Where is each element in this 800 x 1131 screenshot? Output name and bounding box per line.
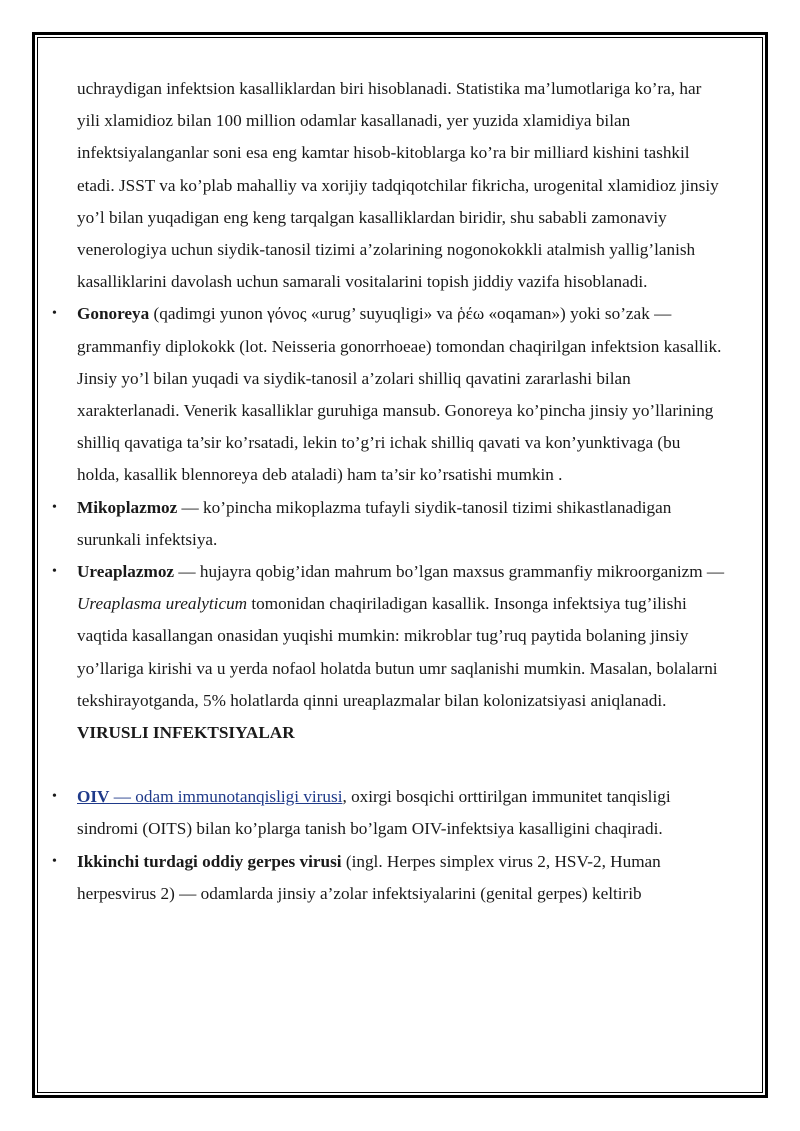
- oiv-link[interactable]: [77, 787, 342, 806]
- term-oiv: OIV: [77, 787, 110, 807]
- bullet-icon: •: [52, 789, 57, 805]
- item-text: tomonidan chaqiriladigan kasallik. Insonga infektsiya tug’ilishi vaqtida kasallangan onasidan yuqishi mumkin: mikroblar tug’ruq paytida bolaning jinsiy yo’llariga kirishi va u yerda nofaol holatda butun umr saqlanishi mumkin. Masalan, bolalarni tekshirayotganda, 5% holatlarda qinni ureaplazmalar bilan kolonizatsiyasi aniqlanadi.: [77, 594, 718, 710]
- intro-paragraph: uchraydigan infektsion kasalliklardan biri hisoblanadi. Statistika ma’lumotlariga ko’ra, har yili xlamidioz bilan 100 million odamlar kasallanadi, yer yuzida xlamidiya bilan infektsiyalanganlar soni esa eng kamtar hisob-kitoblarga ko’ra bir milliard kishini tashkil etadi. JSST va ko’plab mahalliy va xorijiy tadqiqotchilar fikricha, urogenital xlamidioz jinsiy yo’l bilan yuqadigan eng keng tarqalgan kasalliklardan biridir, shu sababli zamonaviy venerologiya uchun siydik-tanosil tizimi a’zolarining nogonokokkli atalmish yallig’lanish kasalliklarini davolash uchun samarali vositalarini topish jiddiy vazifa hisoblanadi.: [77, 79, 719, 292]
- list-item-gerpes: [52, 846, 727, 910]
- document-body: [52, 73, 727, 910]
- list-item: [52, 298, 727, 491]
- item-text: (ingl. Herpes simplex virus 2, HSV-2, Human herpesvirus 2) — odamlarda jinsiy a’zolar infektsiyalarini (genital gerpes) keltirib: [77, 851, 661, 903]
- bullet-icon: •: [52, 853, 57, 869]
- species-name: Ureaplasma urealyticum: [77, 594, 248, 614]
- list-item-ureaplazmoz: [52, 556, 727, 717]
- bullet-icon: •: [52, 306, 57, 322]
- section-heading: VIRUSLI INFEKTSIYALAR: [77, 723, 295, 743]
- link-text: — odam immunotanqisligi virusi: [109, 787, 343, 807]
- bullet-icon: •: [52, 564, 57, 580]
- item-text: — ko’pincha mikoplazma tufayli siydik-tanosil tizimi shikastlanadigan surunkali infektsiya.: [77, 497, 672, 549]
- item-text: (qadimgi yunon γόνος «urug’ suyuqligi» va ῥέω «oqaman») yoki so’zak — grammanfiy diplokokk (lot. Neisseria gonorrhoeae) tomondan chaqirilgan infektsion kasallik. Jinsiy yo’l bilan yuqadi va siydik-tanosil a’zolari shilliq qavatini zararlashi bilan xarakterlanadi. Venerik kasalliklar guruhiga mansub. Gonoreya ko’pincha jinsiy yo’llarining shilliq qavatiga ta’sir ko’rsatadi, lekin to’g’ri ichak shilliq qavati va kon’yunktivaga (bu holda, kasallik blennoreya deb ataladi) ham ta’sir ko’rsatishi mumkin .: [77, 304, 722, 485]
- term-gerpes: Ikkinchi turdagi oddiy gerpes virusi: [77, 851, 342, 871]
- list-item-term: Mikoplazmoz: [77, 497, 178, 517]
- item-text: , oxirgi bosqichi orttirilgan immunitet tanqisligi sindromi (OITS) bilan ko’plarga tanish bo’lgam OIV-infektsiya kasalligini chaqiradi.: [77, 787, 671, 839]
- list-item: [52, 492, 727, 556]
- list-item-oiv: [52, 781, 727, 845]
- item-text: — hujayra qobig’idan mahrum bo’lgan maxsus grammanfiy mikroorganizm —: [174, 562, 725, 582]
- list-item-term: Gonoreya: [77, 304, 150, 324]
- term-ureaplazmoz: Ureaplazmoz: [77, 562, 175, 582]
- bullet-icon: •: [52, 499, 57, 515]
- bacterial-infections-list: [52, 298, 727, 556]
